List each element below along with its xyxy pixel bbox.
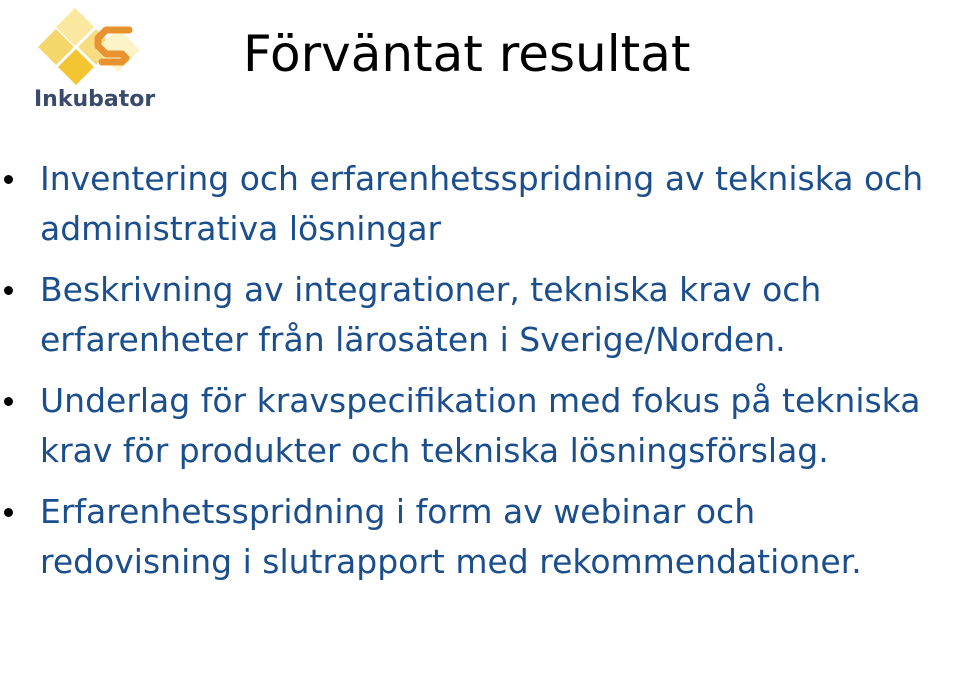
list-item [0, 487, 960, 587]
bullet-text: Erfarenhetsspridning i form av webinar och redovisning i slutrapport med rekommendationer. [40, 492, 862, 581]
list-item [0, 376, 960, 476]
bullet-text: Beskrivning av integrationer, tekniska krav och erfarenheter från lärosäten i Sverige/Norden. [40, 270, 822, 359]
inkubator-logo [30, 0, 165, 118]
list-item [0, 154, 960, 254]
page-title: Förväntat resultat [243, 25, 691, 83]
bullet-list [0, 154, 960, 598]
bullet-text: Inventering och erfarenhetsspridning av tekniska och administrativa lösningar [40, 159, 924, 248]
list-item [0, 265, 960, 365]
inkubator-logo-icon [30, 0, 165, 118]
bullet-text: Underlag för kravspecifikation med fokus på tekniska krav för produkter och tekniska lösningsförslag. [40, 381, 921, 470]
logo-wordmark: Inkubator [34, 87, 156, 112]
bullet-dot-icon [4, 286, 13, 295]
bullet-dot-icon [4, 175, 13, 184]
bullet-dot-icon [4, 508, 13, 517]
bullet-dot-icon [4, 397, 13, 406]
